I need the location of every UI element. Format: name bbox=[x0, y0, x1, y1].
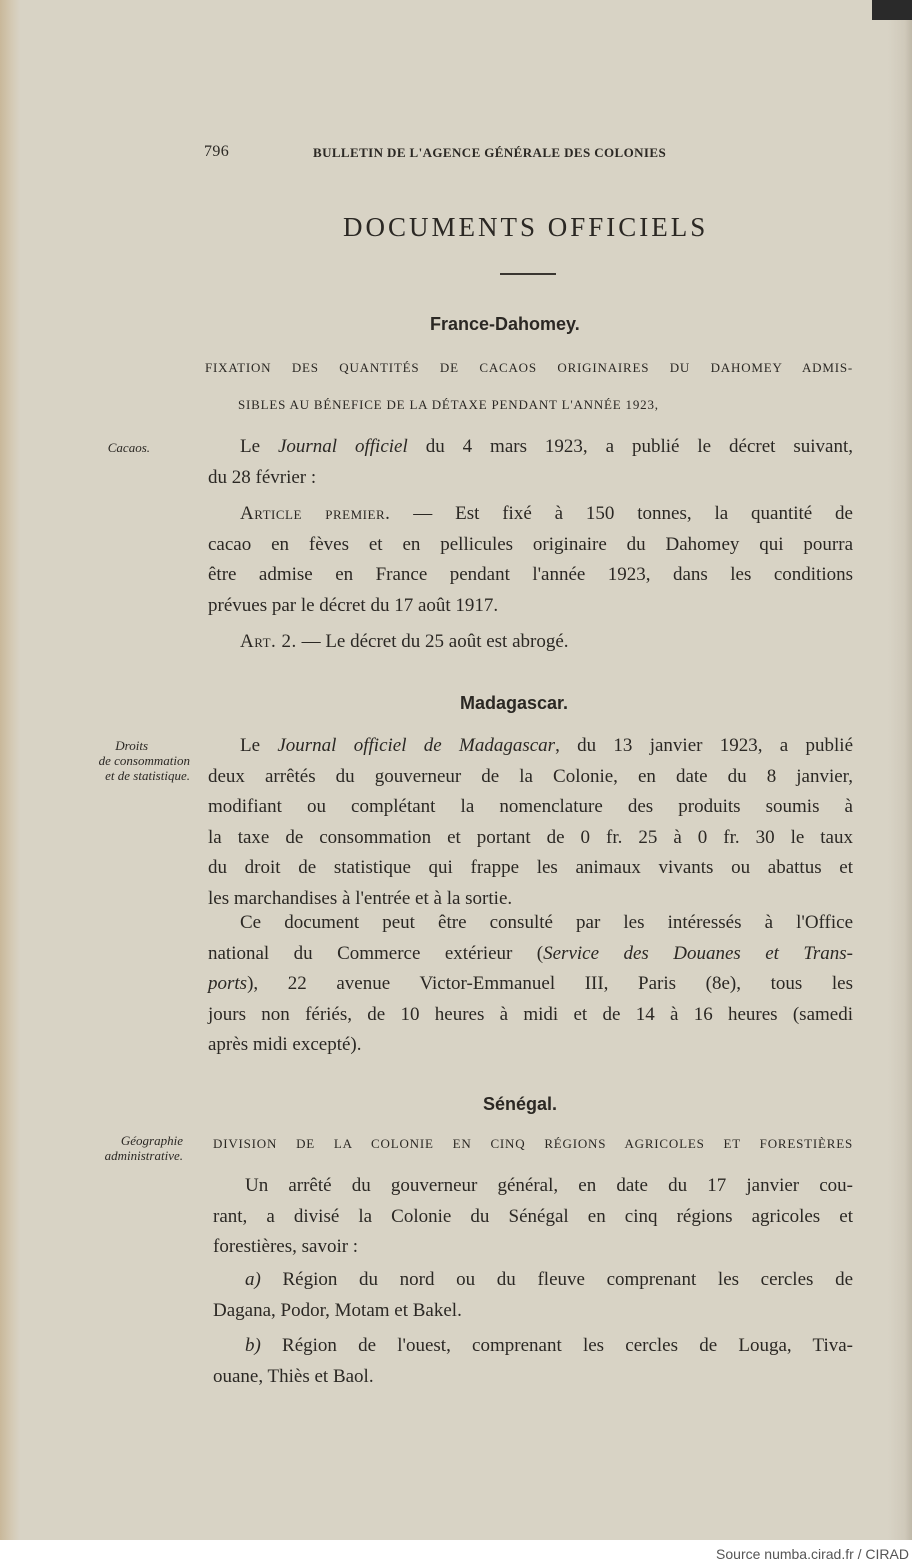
page-edge bbox=[888, 0, 912, 1540]
text-line: modifiant ou complétant la nomenclature des produits soumis à bbox=[208, 796, 853, 817]
section-subtitle-senegal: DIVISION DE LA COLONIE EN CINQ RÉGIONS AGRICOLES ET FORESTIÈRES bbox=[213, 1136, 853, 1151]
section-subtitle-line1: FIXATION DES QUANTITÉS DE CACAOS ORIGINAIRES DU DAHOMEY ADMIS- bbox=[205, 360, 853, 375]
running-title: BULLETIN DE L'AGENCE GÉNÉRALE DES COLONIES bbox=[313, 145, 667, 160]
text-run: du 4 mars 1923, a publié le décret suivant, bbox=[407, 436, 853, 457]
title-rule bbox=[500, 273, 556, 275]
margin-note-droits bbox=[30, 738, 190, 783]
page-binding bbox=[0, 0, 20, 1540]
paragraph-senegal-1 bbox=[213, 1171, 853, 1263]
paragraph-decree bbox=[208, 432, 853, 493]
text-line bbox=[213, 1331, 853, 1362]
text-line: être admise en France pendant l'année 1923, dans les conditions bbox=[208, 564, 853, 585]
section-heading-senegal: Sénégal. bbox=[483, 1094, 558, 1114]
margin-line: et de statistique. bbox=[105, 768, 190, 783]
text-line bbox=[208, 731, 853, 762]
article-lead: Art. 2. bbox=[240, 631, 297, 652]
text-line: du 28 février : bbox=[208, 466, 317, 488]
list-marker: b) bbox=[245, 1335, 261, 1356]
text-line: Un arrêté du gouverneur général, en date du 17 janvier cou- bbox=[245, 1175, 853, 1196]
margin-line: de consommation bbox=[98, 753, 190, 768]
text-line: cacao en fèves et en pellicules originaire du Dahomey qui pourra bbox=[208, 533, 853, 555]
text-line: forestières, savoir : bbox=[213, 1236, 359, 1257]
text-line: prévues par le décret du 17 août 1917. bbox=[208, 594, 499, 616]
text-run: Le bbox=[240, 436, 278, 457]
text-run: — Est fixé à 150 tonnes, la quantité de bbox=[390, 503, 853, 524]
margin-line: Droits bbox=[115, 738, 148, 753]
margin-line: administrative. bbox=[104, 1148, 183, 1163]
text-line: les marchandises à l'entrée et à la sortie. bbox=[208, 887, 513, 909]
text-run: national du Commerce extérieur ( bbox=[208, 942, 544, 964]
text-line bbox=[208, 969, 853, 1000]
paragraph-article-2 bbox=[208, 627, 853, 658]
text-line: jours non fériés, de 10 heures à midi et de 14 à 16 heures (samedi bbox=[208, 1003, 853, 1025]
text-line: Dagana, Podor, Motam et Bakel. bbox=[213, 1299, 462, 1321]
margin-line: Géographie bbox=[120, 1133, 183, 1148]
text-run: Région du nord ou du fleuve comprenant les cercles de bbox=[260, 1269, 853, 1290]
text-run: Région de l'ouest, comprenant les cercles de Louga, Tiva- bbox=[260, 1335, 853, 1356]
section-heading-france-dahomey: France-Dahomey. bbox=[430, 314, 580, 334]
text-run: ), 22 avenue Victor-Emmanuel III, Paris (8e), tous les bbox=[247, 973, 853, 994]
section-heading-madagascar: Madagascar. bbox=[460, 693, 569, 713]
italic-text: Journal officiel bbox=[277, 436, 408, 457]
text-line: rant, a divisé la Colonie du Sénégal en cinq régions agricoles et bbox=[213, 1205, 853, 1227]
italic-text: Journal officiel de Madagascar bbox=[277, 735, 556, 756]
section-subtitle-line2: SIBLES AU BÉNEFICE DE LA DÉTAXE PENDANT L'ANNÉE 1923, bbox=[238, 397, 659, 412]
italic-text: ports bbox=[208, 973, 248, 994]
italic-text: Service des Douanes et Trans- bbox=[543, 942, 853, 964]
article-lead: Article premier. bbox=[240, 503, 391, 524]
text-run: , du 13 janvier 1923, a publié bbox=[555, 735, 853, 756]
text-run: — Le décret du 25 août est abrogé. bbox=[296, 631, 569, 652]
text-line bbox=[213, 1265, 853, 1296]
source-credit: Source numba.cirad.fr / CIRAD bbox=[716, 1546, 909, 1562]
paragraph-article-premier bbox=[208, 499, 853, 621]
text-line: du droit de statistique qui frappe les animaux vivants ou abattus et bbox=[208, 857, 853, 878]
text-run: Le bbox=[240, 735, 278, 756]
paragraph-senegal-b bbox=[213, 1331, 853, 1392]
list-marker: a) bbox=[245, 1269, 261, 1290]
scan-corner bbox=[872, 0, 912, 20]
paragraph-madagascar-1 bbox=[208, 731, 853, 914]
paragraph-madagascar-2 bbox=[208, 908, 853, 1061]
text-line: Ce document peut être consulté par les intéressés à l'Office bbox=[240, 912, 853, 933]
text-line bbox=[208, 499, 853, 530]
text-line: ouane, Thiès et Baol. bbox=[213, 1365, 374, 1387]
text-line: après midi excepté). bbox=[208, 1034, 362, 1055]
text-line bbox=[208, 627, 853, 658]
text-line bbox=[208, 432, 853, 463]
page-title: DOCUMENTS OFFICIELS bbox=[343, 212, 709, 242]
text-line: la taxe de consommation et portant de 0 fr. 25 à 0 fr. 30 le taux bbox=[208, 826, 853, 848]
margin-note-geographie bbox=[40, 1133, 195, 1163]
page-number: 796 bbox=[204, 143, 230, 160]
paragraph-senegal-a bbox=[213, 1265, 853, 1326]
margin-note-cacaos: Cacaos. bbox=[107, 440, 150, 455]
text-line: deux arrêtés du gouverneur de la Colonie, en date du 8 janvier, bbox=[208, 765, 853, 787]
text-line bbox=[208, 939, 853, 970]
